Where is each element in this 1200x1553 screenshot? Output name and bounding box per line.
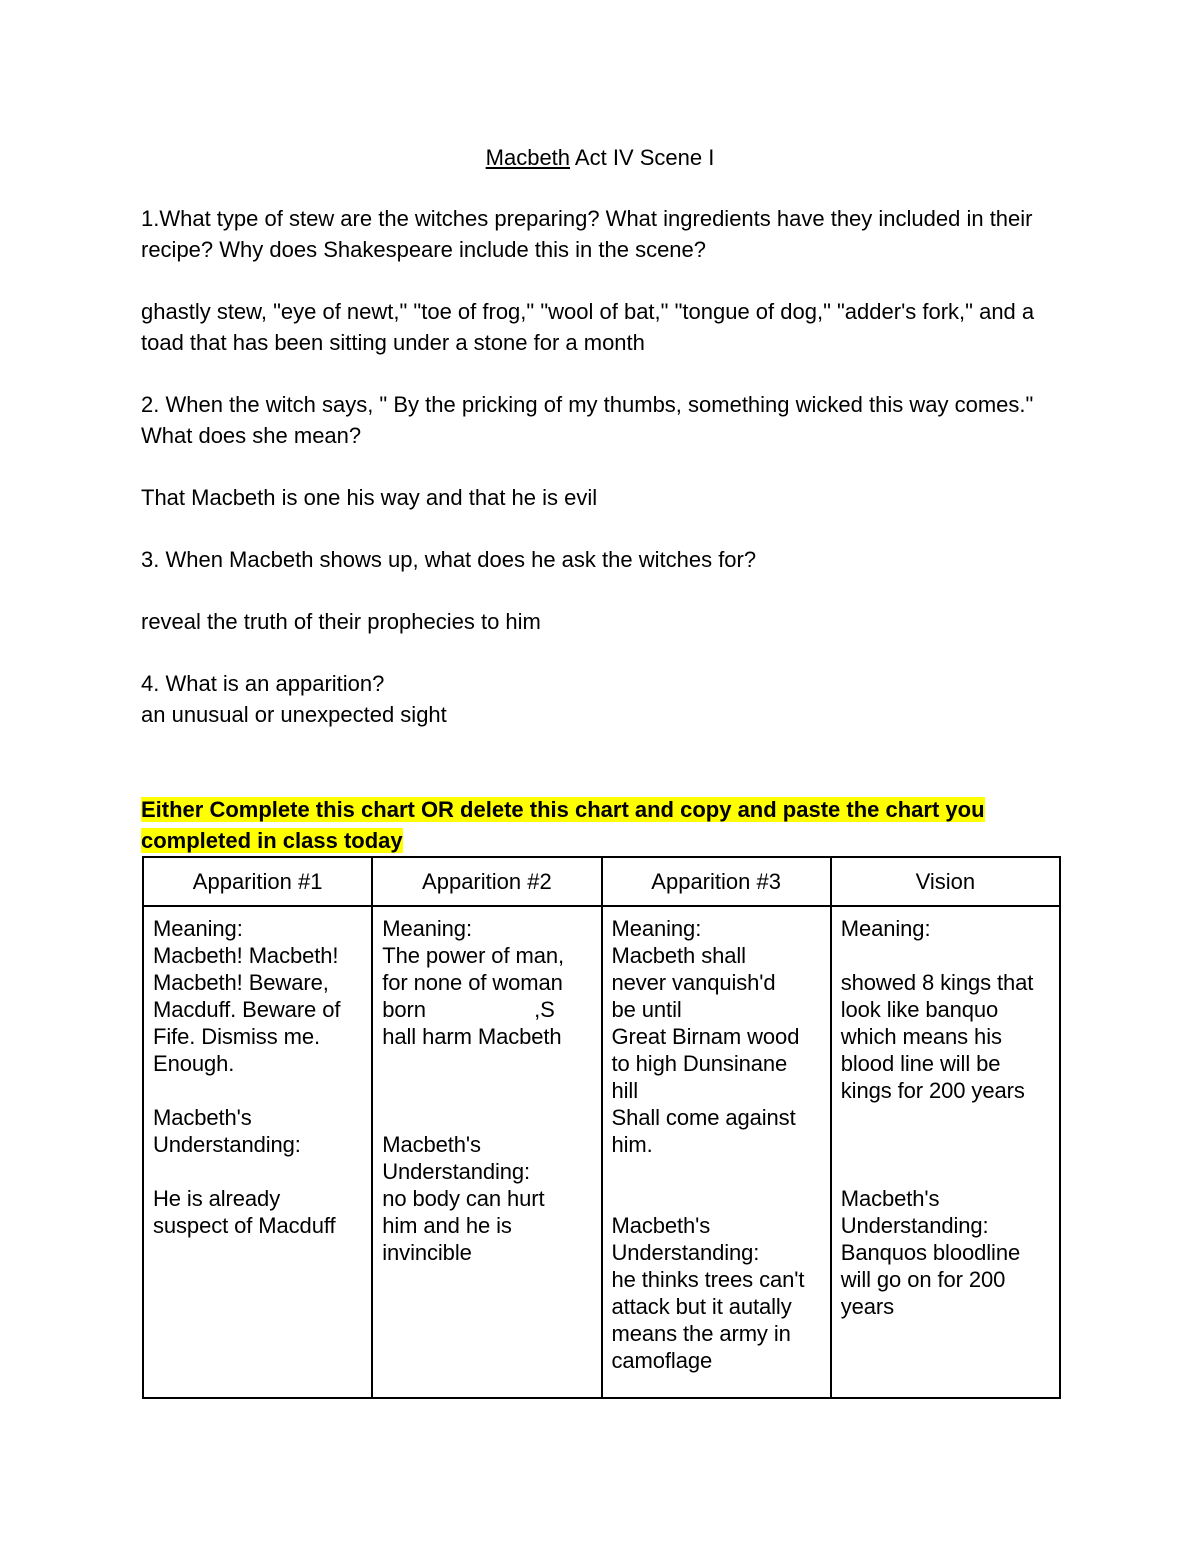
- answer-4: an unusual or unexpected sight: [141, 702, 447, 727]
- chart-body-row: [143, 906, 1060, 1398]
- cell-apparition-3: [602, 906, 831, 1398]
- understanding-label: Macbeth's: [382, 1132, 481, 1157]
- chart-header-row: [143, 857, 1060, 906]
- meaning-line: hill: [611, 1078, 638, 1103]
- meaning-line: born ,S: [382, 997, 555, 1022]
- meaning-line: be until: [611, 997, 682, 1022]
- question-4: 4. What is an apparition?: [141, 671, 385, 696]
- cell-apparition-2: [372, 906, 601, 1398]
- spacer: [382, 1104, 592, 1131]
- meaning-label: Meaning:: [840, 916, 931, 941]
- meaning-line: The power of man,: [382, 943, 564, 968]
- understanding-label: Understanding:: [840, 1213, 989, 1238]
- title-play-name: Macbeth: [485, 145, 571, 170]
- cell-vision: [831, 906, 1060, 1398]
- meaning-line: Macduff. Beware of: [153, 997, 341, 1022]
- meaning-line: Fife. Dismiss me.: [153, 1024, 320, 1049]
- understanding-line: Banquos bloodline: [840, 1240, 1021, 1265]
- spacer: [841, 1158, 1051, 1185]
- understanding-line: invincible: [382, 1240, 472, 1265]
- spacer: [841, 1131, 1051, 1158]
- understanding-line: means the army in: [611, 1321, 791, 1346]
- meaning-line: Macbeth shall: [611, 943, 746, 968]
- meaning-line: kings for 200 years: [840, 1078, 1025, 1103]
- understanding-line: he thinks trees can't: [611, 1267, 805, 1292]
- header-apparition-1: Apparition #1: [143, 857, 372, 906]
- question-2: 2. When the witch says, " By the pricking of my thumbs, something wicked this way comes." What does she mean?: [141, 392, 1034, 448]
- understanding-line: suspect of Macduff: [153, 1213, 336, 1238]
- understanding-label: Understanding:: [382, 1159, 531, 1184]
- header-apparition-3: Apparition #3: [602, 857, 831, 906]
- understanding-line: camoflage: [611, 1348, 713, 1373]
- understanding-line: will go on for 200: [840, 1267, 1006, 1292]
- page-title: [0, 142, 1200, 173]
- meaning-line: showed 8 kings that: [840, 970, 1034, 995]
- chart-instructions-banner: [141, 794, 1061, 856]
- spacer: [612, 1158, 822, 1185]
- question-3: 3. When Macbeth shows up, what does he ask the witches for?: [141, 547, 757, 572]
- spacer: [382, 1077, 592, 1104]
- meaning-line: never vanquish'd: [611, 970, 776, 995]
- understanding-line: He is already: [153, 1186, 281, 1211]
- meaning-line: Macbeth! Beware,: [153, 970, 329, 995]
- spacer: [153, 1077, 363, 1104]
- answer-1: ghastly stew, "eye of newt," "toe of frog," "wool of bat," "tongue of dog," "adder's fork," and a toad that has been sitting under a stone for a month: [141, 299, 1035, 355]
- meaning-line: blood line will be: [840, 1051, 1001, 1076]
- understanding-line: him and he is: [382, 1213, 512, 1238]
- apparitions-chart: [142, 856, 1061, 1399]
- meaning-line: Shall come against: [611, 1105, 796, 1130]
- spacer: [841, 942, 1051, 969]
- header-vision: Vision: [831, 857, 1060, 906]
- meaning-line: to high Dunsinane: [611, 1051, 788, 1076]
- meaning-line: Great Birnam wood: [611, 1024, 800, 1049]
- understanding-label: Understanding:: [611, 1240, 760, 1265]
- answer-2: That Macbeth is one his way and that he is evil: [141, 485, 598, 510]
- meaning-label: Meaning:: [382, 916, 472, 941]
- meaning-line: hall harm Macbeth: [382, 1024, 562, 1049]
- understanding-label: Macbeth's: [153, 1105, 252, 1130]
- spacer: [612, 1185, 822, 1212]
- meaning-line: Macbeth! Macbeth!: [153, 943, 339, 968]
- understanding-line: years: [840, 1294, 895, 1319]
- spacer: [382, 1050, 592, 1077]
- spacer: [153, 1158, 363, 1185]
- understanding-line: no body can hurt: [382, 1186, 545, 1211]
- understanding-label: Macbeth's: [611, 1213, 711, 1238]
- meaning-label: Meaning:: [611, 916, 702, 941]
- highlighted-instructions: Either Complete this chart OR delete this chart and copy and paste the chart you completed in class today: [141, 797, 985, 853]
- answer-3: reveal the truth of their prophecies to him: [141, 609, 541, 634]
- meaning-label: Meaning:: [153, 916, 243, 941]
- meaning-line: him.: [611, 1132, 653, 1157]
- meaning-line: look like banquo: [840, 997, 999, 1022]
- understanding-line: attack but it autally: [611, 1294, 792, 1319]
- meaning-line: for none of woman: [382, 970, 563, 995]
- meaning-line: Enough.: [153, 1051, 235, 1076]
- understanding-label: Macbeth's: [840, 1186, 940, 1211]
- header-apparition-2: Apparition #2: [372, 857, 601, 906]
- meaning-line: which means his: [840, 1024, 1002, 1049]
- title-scene: Act IV Scene I: [570, 145, 715, 170]
- understanding-label: Understanding:: [153, 1132, 301, 1157]
- spacer: [841, 1104, 1051, 1131]
- cell-apparition-1: [143, 906, 372, 1398]
- question-1: 1.What type of stew are the witches preparing? What ingredients have they included in their recipe? Why does Shakespeare include this in the scene?: [141, 206, 1033, 262]
